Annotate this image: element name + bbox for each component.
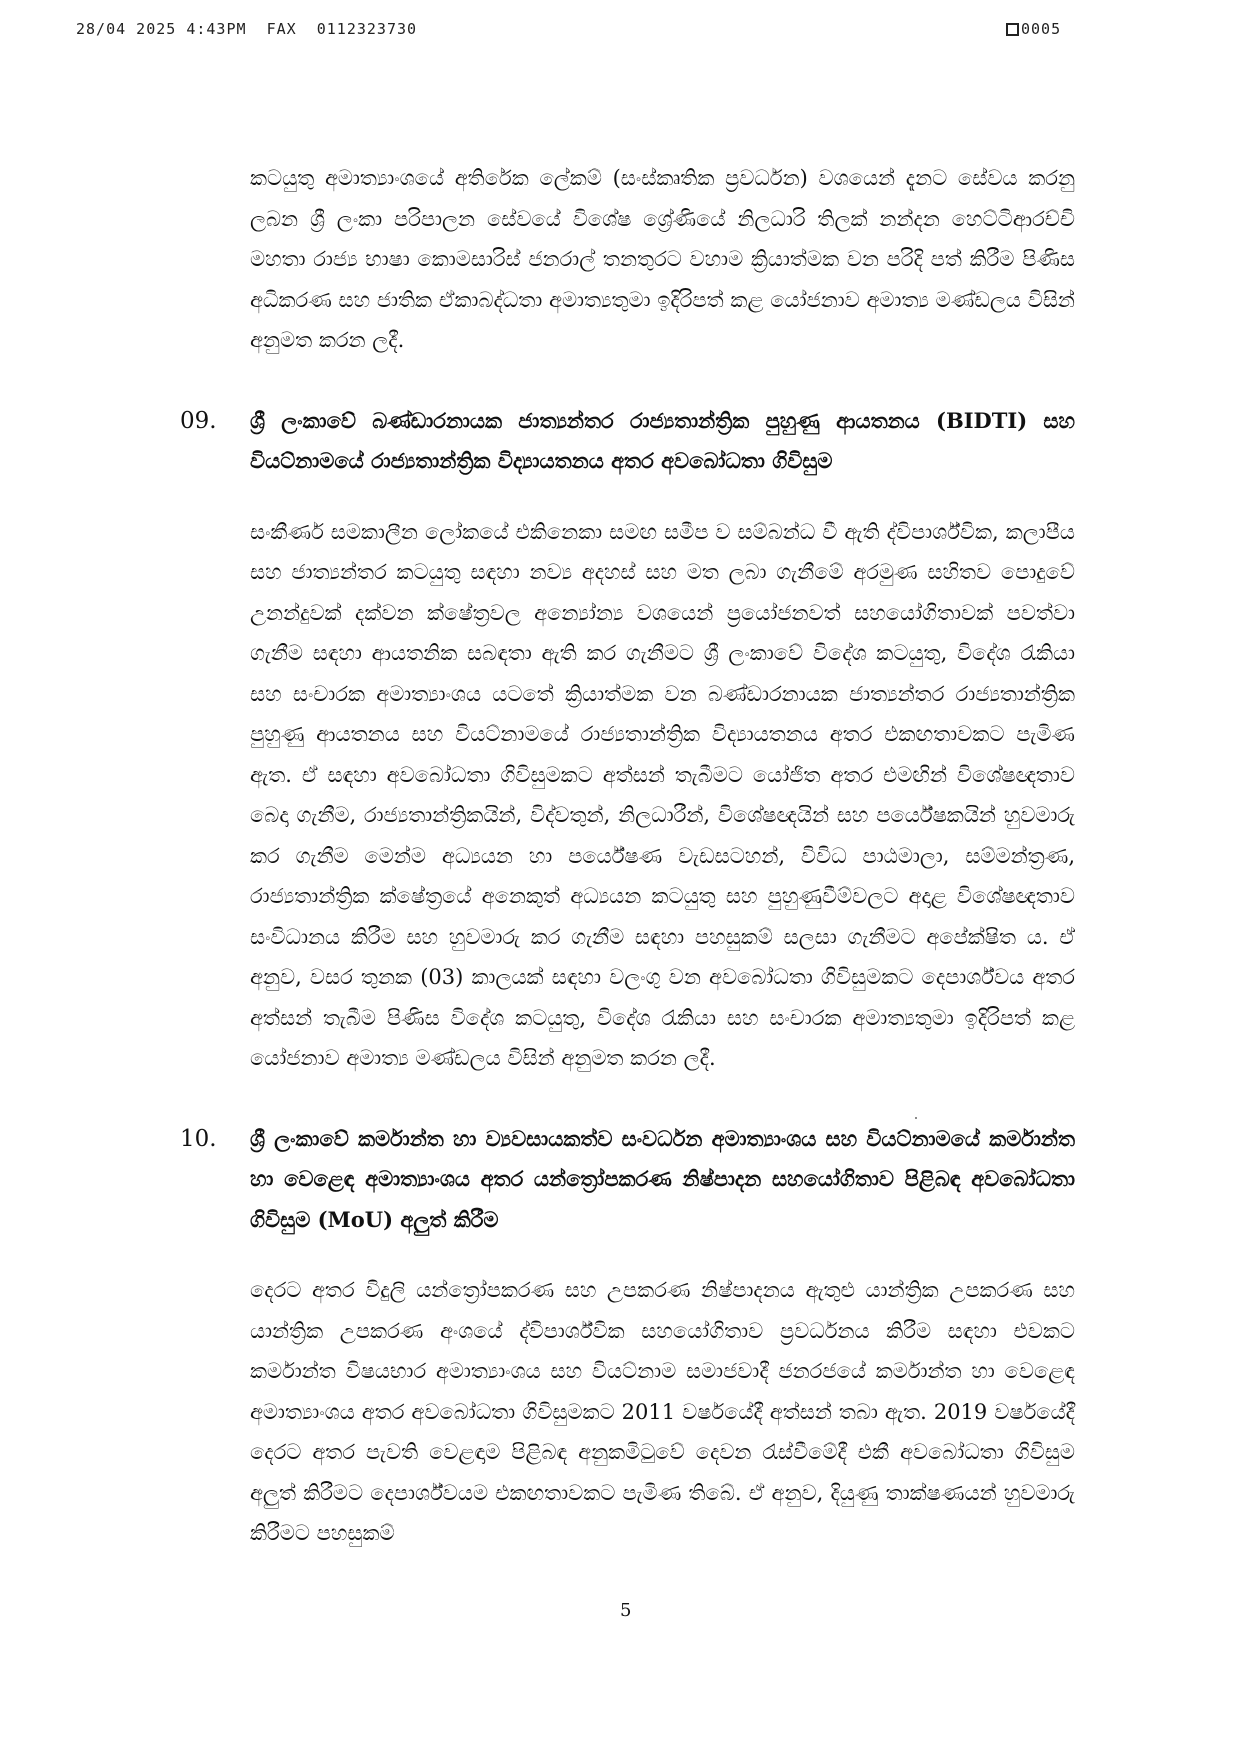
fax-page-code-number: 0005	[1021, 20, 1062, 38]
item-title: ශ්‍රී ලංකාවේ බණ්ඩාරනායක ජාත්‍යන්තර රාජ්‍යතාන්ත්‍රික පුහුණු ආයතනය (BIDTI) සහ වියට්නාමයේ රාජ්‍යතාන්ත්‍රික විද්‍යායතනය අතර අවබෝධතා ගිවිසුම	[250, 407, 1075, 473]
opening-paragraph: කටයුතු අමාත්‍යාංශයේ අතිරේක ලේකම් (සංස්කෘතික ප්‍රවර්ධන) වශයෙන් දැනට සේවය කරනු ලබන ශ්‍රී ලංකා පරිපාලන සේවයේ විශේෂ ශ්‍රේණියේ නිලධාරි තිලක් නන්දන හෙට්ටිආරච්චි මහතා රාජ්‍ය භාෂා කොමසාරිස් ජනරාල් තනතුරට වහාම ක්‍රියාත්මක වන පරිදි පත් කිරීම පිණිස අධිකරණ සහ ජාතික ඒකාබද්ධතා අමාත්‍යතුමා ඉදිරිපත් කළ යෝජනාව අමාත්‍ය මණ්ඩලය විසින් අනුමත කරන ලදී.	[250, 166, 1075, 352]
item-body: සංකීර්ණ සමකාලීන ලෝකයේ එකිනෙකා සමඟ සමීප ව සම්බන්ධ වී ඇති ද්විපාර්ශ්වික, කලාපීය සහ ජාත්‍යන්තර කටයුතු සඳහා නව්‍ය අදහස් සහ මත ලබා ගැනීමේ අරමුණ සහිතව පොදුවේ උනන්දුවක් දක්වන ක්ෂේත්‍රවල අන්‍යෝන්‍ය වශයෙන් ප්‍රයෝජනවත් සහයෝගිතාවක් පවත්වා ගැනීම සඳහා ආයතනික සබඳතා ඇති කර ගැනීමට ශ්‍රී ලංකාවේ විදේශ කටයුතු, විදේශ රැකියා සහ සංචාරක අමාත්‍යාංශය යටතේ ක්‍රියාත්මක වන බණ්ඩාරනායක ජාත්‍යන්තර රාජ්‍යතාන්ත්‍රික පුහුණු ආයතනය සහ වියට්නාමයේ රාජ්‍යතාන්ත්‍රික විද්‍යායතනය අතර එකඟතාවකට පැමිණ ඇත. ඒ සඳහා අවබෝධතා ගිවිසුමකට අත්සන් තැබීමට යෝජිත අතර එමඟින් විශේෂඥතාව බෙදා ගැනීම, රාජ්‍යතාන්ත්‍රිකයින්, විද්වතුන්, නිලධාරීන්, විශේෂඥයින් සහ පර්යේෂකයින් හුවමාරු කර ගැනීම මෙන්ම අධ්‍යයන හා පර්යේෂණ වැඩසටහන්, විවිධ පාඨමාලා, සම්මන්ත්‍රණ, රාජ්‍යතාන්ත්‍රික ක්ෂේත්‍රයේ අනෙකුත් අධ්‍යයන කටයුතු සහ පුහුණුවීම්වලට අදාළ විශේෂඥතාව සංවිධානය කිරීම සහ හුවමාරු කර ගැනීම සඳහා පහසුකම් සලසා ගැනීමට අපේක්ෂිත ය. ඒ අනුව, වසර තුනක (03) කාලයක් සඳහා වලංගු වන අවබෝධතා ගිවිසුමකට දෙපාර්ශ්වය අතර අත්සන් තැබීම පිණිස විදේශ කටයුතු, විදේශ රැකියා සහ සංචාරක අමාත්‍යතුමා ඉදිරිපත් කළ යෝජනාව අමාත්‍ය මණ්ඩලය විසින් අනුමත කරන ලදී.	[250, 519, 1075, 1070]
fax-transmission-line: 28/04 2025 4:43PM FAX 0112323730	[76, 20, 418, 38]
item-body: දෙරට අතර විදුලි යන්ත්‍රෝපකරණ සහ උපකරණ නිෂ්පාදනය ඇතුළු යාන්ත්‍රික උපකරණ සහ යාන්ත්‍රික උපකරණ අංශයේ ද්විපාර්ශ්වික සහයෝගිතාව ප්‍රවර්ධනය කිරීම සඳහා එවකට කර්මාන්ත විෂයභාර අමාත්‍යාංශය සහ වියට්නාම සමාජවාදී ජනරජයේ කර්මාන්ත හා වෙළෙඳ අමාත්‍යාංශය අතර අවබෝධතා ගිවිසුමකට 2011 වර්ෂයේදී අත්සන් තබා ඇත. 2019 වර්ෂයේදී දෙරට අතර පැවති වෙළඳාම පිළිබඳ අනුකමිටුවේ දෙවන රැස්වීමේදී එකී අවබෝධතා ගිවිසුම අලුත් කිරීමට දෙපාර්ශ්වයම එකඟතාවකට පැමිණ තිබේ. ඒ අනුව, දියුණු තාක්ෂණයන් හුවමාරු කිරීමට පහසුකම්	[250, 1278, 1075, 1545]
fax-header	[76, 20, 1076, 44]
item-number: 09.	[180, 407, 217, 434]
fax-page-box-icon	[1006, 23, 1019, 36]
agenda-item-10	[180, 1119, 1075, 1554]
document-body	[180, 158, 1075, 1554]
item-number: 10.	[180, 1125, 217, 1152]
fax-page-code	[1006, 20, 1061, 38]
scan-speck	[915, 1117, 917, 1119]
page-number: 5	[620, 1600, 632, 1621]
item-title: ශ්‍රී ලංකාවේ කර්මාන්ත හා ව්‍යවසායකත්ව සංවර්ධන අමාත්‍යාංශය සහ වියට්නාමයේ කර්මාන්ත හා වෙළෙඳ අමාත්‍යාංශය අතර යන්ත්‍රෝපකරණ නිෂ්පාදන සහයෝගිතාව පිළිබඳ අවබෝධතා ගිවිසුම (MoU) අලුත් කිරීම	[250, 1125, 1075, 1232]
agenda-item-09	[180, 401, 1075, 1079]
